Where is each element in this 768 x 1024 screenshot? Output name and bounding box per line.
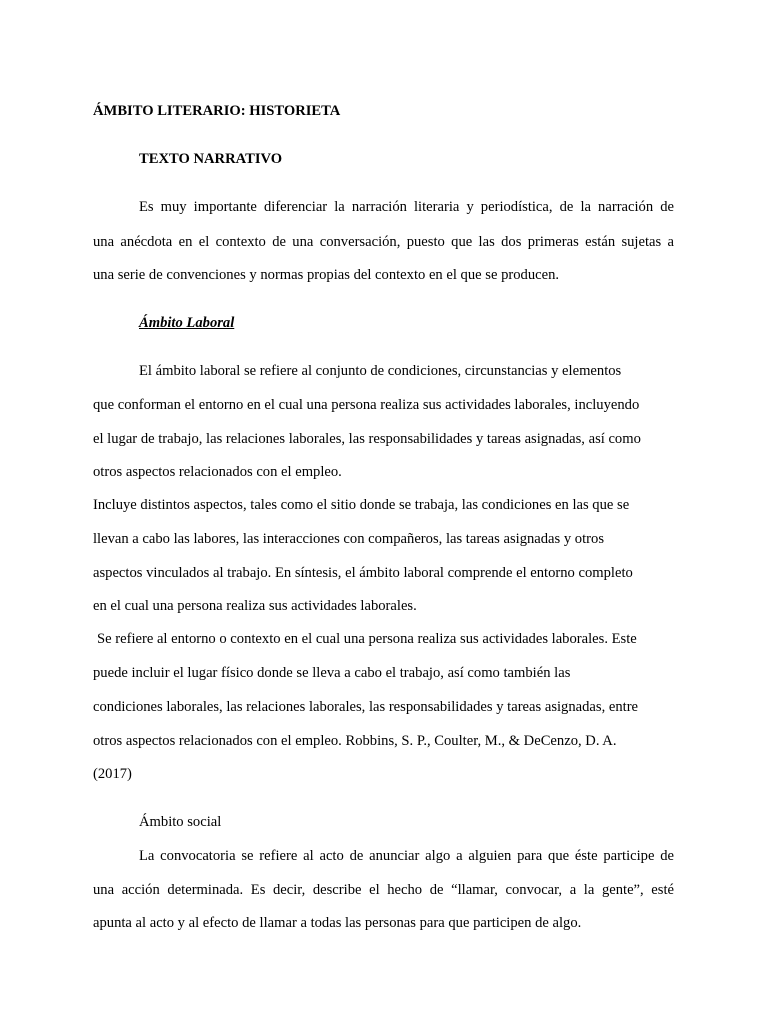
laboral-p1-line: otros aspectos relacionados con el empleo. bbox=[93, 464, 342, 480]
intro-line: una anécdota en el contexto de una conversación, puesto que las dos primeras están sujetas a bbox=[93, 234, 674, 250]
laboral-p2-line: aspectos vinculados al trabajo. En síntesis, el ámbito laboral comprende el entorno completo bbox=[93, 565, 633, 581]
section-subtitle: TEXTO NARRATIVO bbox=[139, 151, 283, 167]
social-p1-line: una acción determinada. Es decir, describe el hecho de “llamar, convocar, a la gente”, esté bbox=[93, 882, 674, 898]
laboral-p2-line: llevan a cabo las labores, las interacciones con compañeros, las tareas asignadas y otros bbox=[93, 531, 604, 547]
laboral-p3-line: puede incluir el lugar físico donde se lleva a cabo el trabajo, así como también las bbox=[93, 665, 571, 681]
laboral-p3-line: condiciones laborales, las relaciones laborales, las responsabilidades y tareas asignadas, entre bbox=[93, 699, 639, 715]
document-title: ÁMBITO LITERARIO: HISTORIETA bbox=[93, 103, 341, 119]
laboral-p3-line: Se refiere al entorno o contexto en el cual una persona realiza sus actividades laborales. Este bbox=[97, 631, 637, 647]
laboral-p2-line: Incluye distintos aspectos, tales como el sitio donde se trabaja, las condiciones en las que se bbox=[93, 497, 630, 513]
social-p1-line: La convocatoria se refiere al acto de anunciar algo a alguien para que éste participe de bbox=[139, 848, 674, 864]
laboral-p3-line: (2017) bbox=[93, 766, 132, 782]
laboral-p1-line: el lugar de trabajo, las relaciones laborales, las responsabilidades y tareas asignadas, así como bbox=[93, 431, 641, 447]
intro-line: una serie de convenciones y normas propias del contexto en el que se producen. bbox=[93, 267, 560, 283]
laboral-p3-line: otros aspectos relacionados con el empleo. Robbins, S. P., Coulter, M., & DeCenzo, D. A. bbox=[93, 733, 617, 749]
laboral-p2-line: en el cual una persona realiza sus actividades laborales. bbox=[93, 598, 417, 614]
laboral-p1-line: El ámbito laboral se refiere al conjunto de condiciones, circunstancias y elementos bbox=[139, 363, 622, 379]
social-p1-line: apunta al acto y al efecto de llamar a todas las personas para que participen de algo. bbox=[93, 915, 582, 931]
laboral-heading: Ámbito Laboral bbox=[139, 315, 235, 331]
social-heading: Ámbito social bbox=[139, 814, 222, 830]
intro-line: Es muy importante diferenciar la narración literaria y periodística, de la narración de bbox=[139, 199, 674, 215]
laboral-p1-line: que conforman el entorno en el cual una persona realiza sus actividades laborales, incluyendo bbox=[93, 397, 640, 413]
